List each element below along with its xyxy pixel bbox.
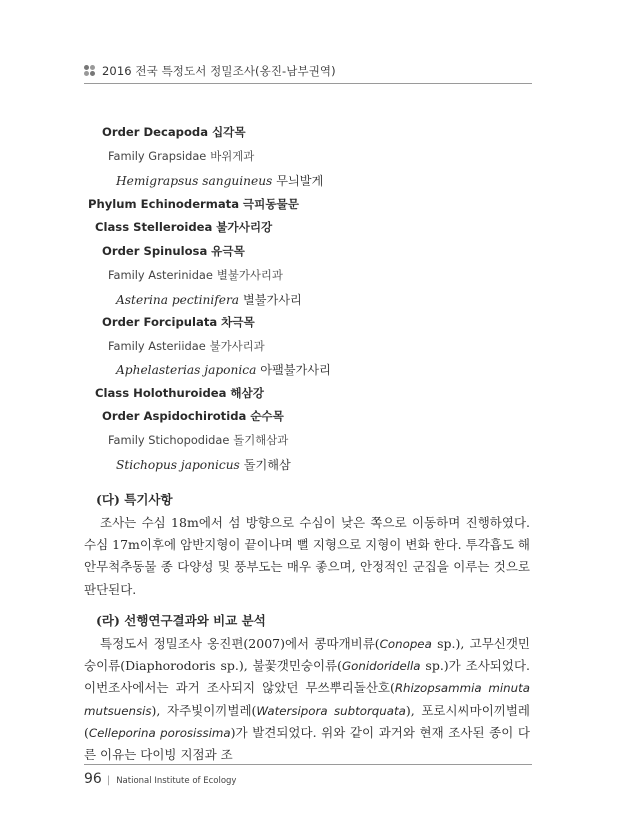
bullet-dots-icon (84, 65, 96, 77)
running-header (84, 62, 336, 80)
taxon-species-asterina: Asterina pectinifera 별불가사리 (116, 293, 302, 307)
taxon-species-hemigrapsus: Hemigrapsus sanguineus 무늬발게 (116, 174, 324, 188)
taxon-class-stelleroidea: Class Stelleroidea 불가사리강 (95, 220, 273, 234)
section-heading-special-notes: (다) 특기사항 (96, 492, 173, 507)
header-divider (84, 83, 532, 84)
institute-name: National Institute of Ecology (116, 776, 237, 786)
taxon-order-spinulosa: Order Spinulosa 유극목 (102, 244, 245, 258)
taxon-species-aphelasterias: Aphelasterias japonica 아팰불가사리 (116, 363, 331, 377)
taxon-family-asterinidae: Family Asterinidae 별불가사리과 (108, 268, 283, 282)
header-title: 2016 전국 특정도서 정밀조사(옹진-남부권역) (102, 64, 336, 78)
taxon-order-decapoda: Order Decapoda 십각목 (102, 125, 246, 139)
taxon-family-stichopodidae: Family Stichopodidae 돌기해삼과 (108, 433, 289, 447)
taxon-family-grapsidae: Family Grapsidae 바위게과 (108, 149, 255, 163)
taxon-order-aspidochirotida: Order Aspidochirotida 순수목 (102, 409, 284, 423)
section-heading-comparison: (라) 선행연구결과와 비교 분석 (96, 613, 266, 628)
page-footer (84, 771, 236, 787)
taxon-family-asteriidae: Family Asteriidae 불가사리과 (108, 339, 265, 353)
paragraph-special-notes: 조사는 수심 18m에서 섬 방향으로 수심이 낮은 쪽으로 이동하며 진행하였다. 수심 17m이후에 암반지형이 끝이나며 뻘 지형으로 지형이 변화 한다. 투각흡도 해안무척추동물 종 다양성 및 풍부도는 매우 좋으며, 안정적인 군집을 이루는 것으로 판단된다. (84, 515, 530, 597)
taxon-class-holothuroidea: Class Holothuroidea 해삼강 (95, 386, 264, 400)
taxon-order-forcipulata: Order Forcipulata 차극목 (102, 315, 255, 329)
footer-separator: | (106, 775, 111, 786)
taxon-species-stichopus: Stichopus japonicus 돌기해삼 (116, 458, 291, 472)
taxon-phylum-echinodermata: Phylum Echinodermata 극피동물문 (88, 197, 299, 211)
footer-divider (84, 764, 532, 765)
page-number: 96 (84, 771, 102, 787)
paragraph-comparison: 특정도서 정밀조사 옹진편(2007)에서 콩따개비류(Conopea sp.), 고무신갯민숭이류(Diaphorodoris sp.), 불꽃갯민숭이류(Gonidoridella sp.)가 조사되었다. 이번조사에서는 과거 조사되지 않았던 무쓰뿌리돌산호(Rhizopsammia minuta mutsuensis), 자주빛이끼벌레(Watersipora subtorquata), 포로시씨마이끼벌레(Celleporina porosissima)가 발견되었다. 위와 같이 과거와 현재 조사된 종이 다른 이유는 다이빙 지점과 조 (84, 636, 531, 763)
